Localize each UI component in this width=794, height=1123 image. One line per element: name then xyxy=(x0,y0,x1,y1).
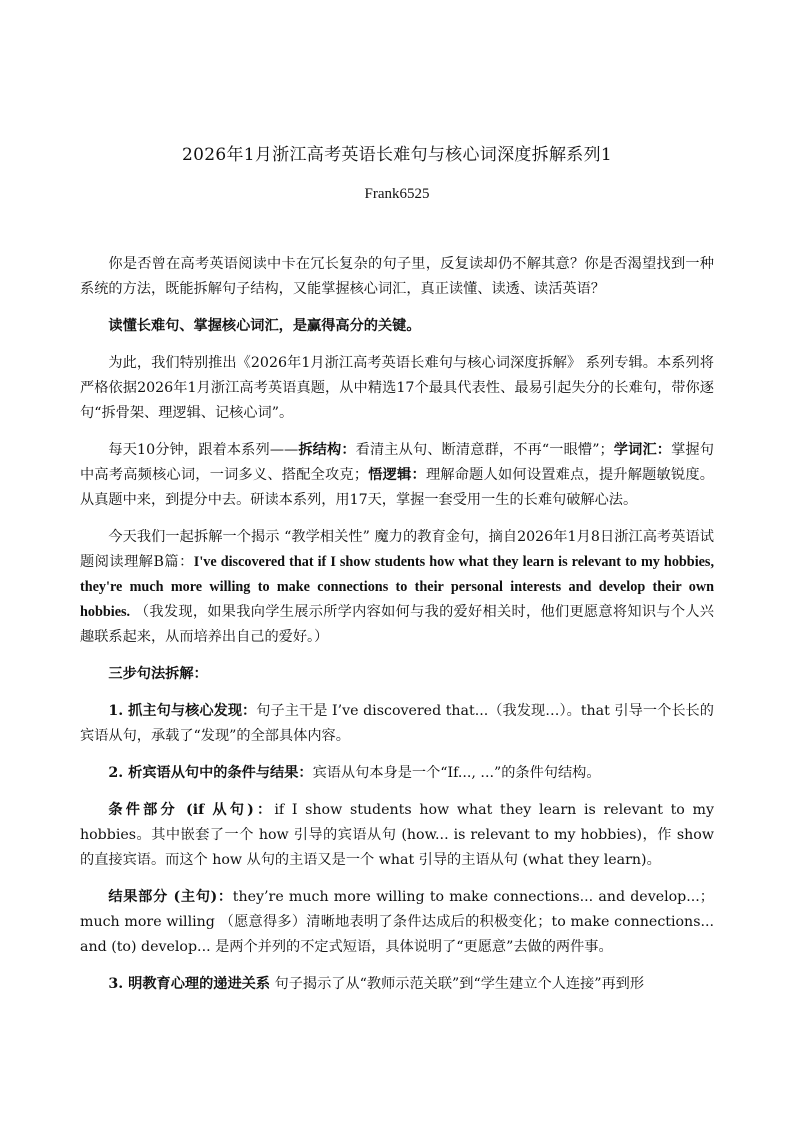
example-translation: （我发现，如果我向学生展示所学内容如何与我的爱好相关时，他们更愿意将知识与个人兴趣联系起来，从而培养出自己的爱好。） xyxy=(80,604,714,645)
step-3-text: 句子揭示了从“教师示范关联”到“学生建立个人连接”再到形 xyxy=(270,976,645,992)
intro-paragraph: 你是否曾在高考英语阅读中卡在冗长复杂的句子里，反复读却仍不解其意？你是否渴望找到一种系统的方法，既能拆解句子结构，又能掌握核心词汇，真正读懂、读透、读活英语？ xyxy=(80,256,714,297)
step-3-label: 3. 明教育心理的递进关系 xyxy=(108,976,271,992)
condition-part xyxy=(80,798,714,873)
vocab-text: 掌握句中高考高频核心词，一词多义、搭配全攻克； xyxy=(80,442,714,483)
series-intro-paragraph: 为此，我们特别推出《2026年1月浙江高考英语长难句与核心词深度拆解》 系列专辑。本系列将严格依据2026年1月浙江高考英语真题，从中精选17个最具代表性、最易引起失分的长难句，带你逐句“拆骨架、理逻辑、记核心词”。 xyxy=(80,355,714,421)
structure-label: 拆结构： xyxy=(298,442,356,458)
step-1-text: 句子主干是 I’ve discovered that...（我发现…）。that 引导一个长长的宾语从句，承载了“发现”的全部具体内容。 xyxy=(80,703,714,744)
key-statement: 读懂长难句、掌握核心词汇，是赢得高分的关键。 xyxy=(108,318,421,334)
example-paragraph xyxy=(80,525,714,650)
condition-text: if I show students how what they learn is relevant to my hobbies。其中嵌套了一个 how 引导的宾语从句 (how... is relevant to my hobbies)，作 show 的直接宾语。而这个 how 从句的主语又是一个 what 引导的主语从句 (what they learn)。 xyxy=(80,802,714,868)
document-body xyxy=(80,252,714,997)
example-intro: 今天我们一起拆解一个揭示 “教学相关性” 魔力的教育金句，摘自2026年1月8日浙江高考英语试题阅读理解B篇： xyxy=(80,529,714,570)
structure-text: 看清主从句、断清意群，不再“一眼懵”； xyxy=(355,442,614,458)
result-part xyxy=(80,885,714,960)
step-1-label: 1. 抓主句与核心发现： xyxy=(108,703,257,719)
daily-plan-text: 每天10分钟，跟着本系列—— xyxy=(108,442,299,458)
daily-plan-paragraph xyxy=(80,438,714,513)
author-name: Frank6525 xyxy=(364,186,430,202)
condition-label: 条件部分 (if 从句)： xyxy=(108,802,275,818)
result-label: 结果部分 (主句)： xyxy=(108,889,233,905)
document-title: 2026年1月浙江高考英语长难句与核心词深度拆解系列1 xyxy=(182,145,612,165)
step-2 xyxy=(80,761,714,786)
logic-text: 理解命题人如何设置难点，提升解题敏锐度。从真题中来，到提分中去。研读本系列，用17天，掌握一套受用一生的长难句破解心法。 xyxy=(80,467,714,508)
analysis-heading: 三步句法拆解： xyxy=(108,666,208,682)
step-3 xyxy=(80,972,714,997)
example-quote: I've discovered that if I show students how what they learn is relevant to my hobbies, they're much more willing to make connections to their personal interests and develop their own hobbies. xyxy=(80,554,714,620)
vocab-label: 学词汇： xyxy=(613,442,672,458)
logic-label: 悟逻辑： xyxy=(368,467,426,483)
step-2-text: 宾语从句本身是一个“If..., ...”的条件句结构。 xyxy=(312,765,601,781)
result-text: they’re much more willing to make connections... and develop...；much more willing （愿意得多）清晰地表明了条件达成后的积极变化；to make connections... and (to) develop... 是两个并列的不定式短语，具体说明了“更愿意”去做的两件事。 xyxy=(80,889,714,955)
step-2-label: 2. 析宾语从句中的条件与结果： xyxy=(108,765,313,781)
step-1 xyxy=(80,699,714,749)
